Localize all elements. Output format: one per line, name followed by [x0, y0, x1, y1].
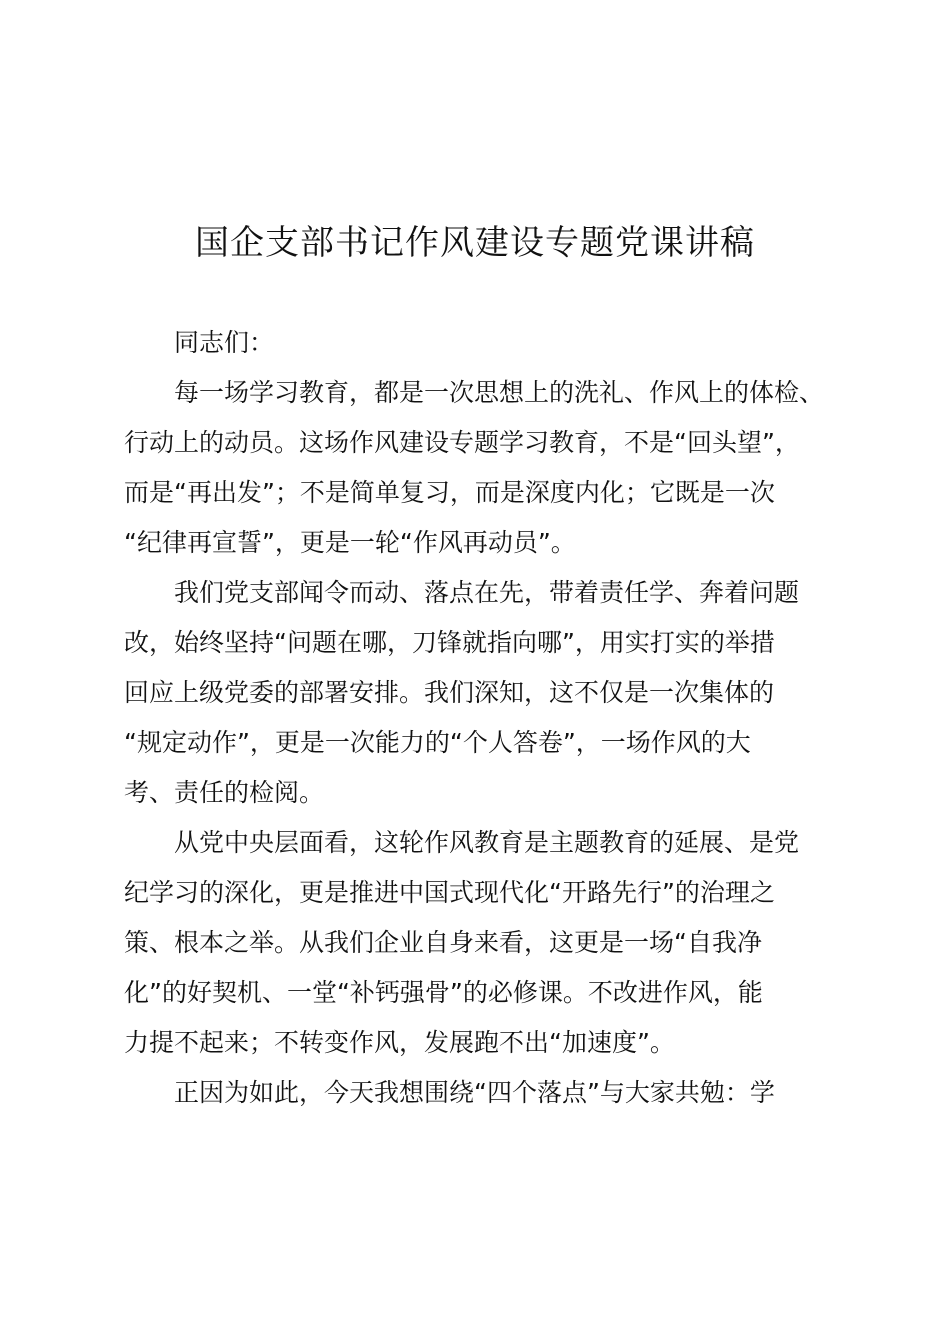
text-line: 改，始终坚持“问题在哪，刀锋就指向哪”，用实打实的举措: [124, 628, 775, 657]
text-line: 考、责任的检阅。: [124, 778, 325, 807]
text-line: 而是“再出发”；不是简单复习，而是深度内化；它既是一次: [124, 478, 775, 507]
text-line: 每一场学习教育，都是一次思想上的洗礼、作风上的体检、: [174, 378, 825, 407]
document-title: 国企支部书记作风建设专题党课讲稿: [195, 223, 755, 263]
text-line: 行动上的动员。这场作风建设专题学习教育，不是“回头望”，: [124, 428, 800, 457]
text-line: 从党中央层面看，这轮作风教育是主题教育的延展、是党: [174, 828, 800, 857]
text-line: 化”的好契机、一堂“补钙强骨”的必修课。不改进作风，能: [124, 978, 763, 1007]
text-line: 正因为如此，今天我想围绕“四个落点”与大家共勉：学: [174, 1078, 775, 1107]
text-line: “纪律再宣誓”，更是一轮“作风再动员”。: [124, 528, 576, 557]
text-line: 纪学习的深化，更是推进中国式现代化“开路先行”的治理之: [124, 878, 775, 907]
text-line: 回应上级党委的部署安排。我们深知，这不仅是一次集体的: [124, 678, 775, 707]
text-line: “规定动作”，更是一次能力的“个人答卷”，一场作风的大: [124, 728, 751, 757]
text-line: 同志们：: [174, 328, 275, 357]
text-line: 我们党支部闻令而动、落点在先，带着责任学、奔着问题: [174, 578, 800, 607]
text-line: 策、根本之举。从我们企业自身来看，这更是一场“自我净: [124, 928, 762, 957]
document-body: [124, 318, 844, 1118]
text-line: 力提不起来；不转变作风，发展跑不出“加速度”。: [124, 1028, 675, 1057]
